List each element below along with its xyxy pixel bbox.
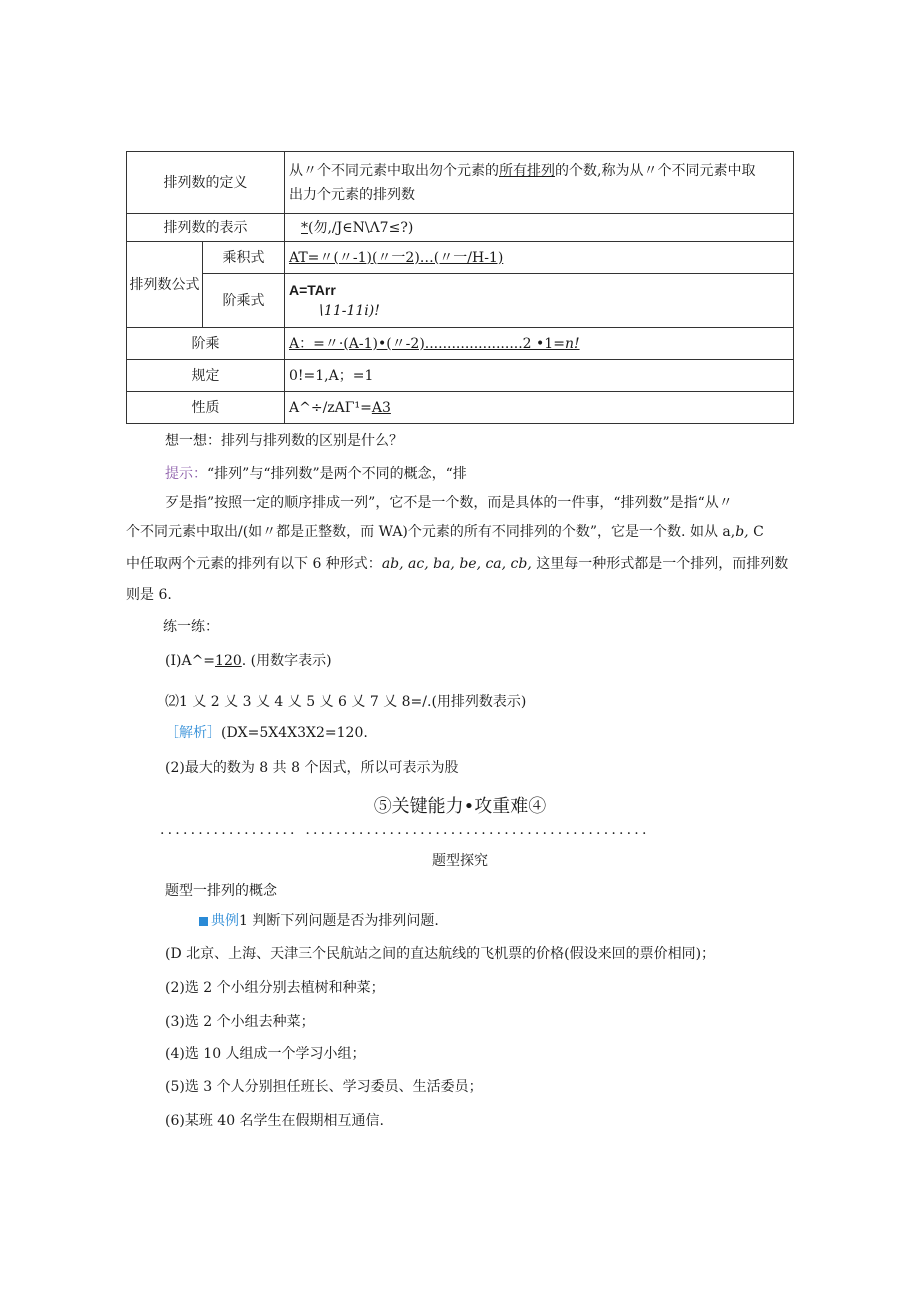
content-property: A^÷/zAΓ¹=A3 (285, 392, 794, 424)
list-item: (3)选 2 个小组去种菜； (165, 1014, 315, 1030)
content-definition: 从〃个不同元素中取出勿个元素的所有排列的个数,称为从〃个不同元素中取 出力个元素的排列数 (285, 152, 794, 214)
hint-line-2: 歹是指”按照一定的顺序排成一列”，它不是一个数，而是具体的一件事，“排列数”是指“从〃 (165, 495, 733, 511)
list-item: (4)选 10 人组成一个学习小组； (165, 1046, 366, 1062)
label-product: 乘积式 (203, 242, 285, 274)
practice-question-2: ⑵1 乂 2 乂 3 乂 4 乂 5 乂 6 乂 7 乂 8=/.(用排列数表示) (165, 694, 527, 710)
label-rule: 规定 (127, 360, 285, 392)
row-product-formula (127, 242, 794, 274)
answer-line-1: ［解析］(DX=5X4X3X2=120. (165, 725, 368, 741)
section-heading: ⑤关键能力•攻重难④ (373, 796, 547, 817)
hint-line: 提示：“排列”与“排列数”是两个不同的概念，“排 (165, 466, 467, 482)
content-notation: *(勿,/J∈N\Λ7≤?) (285, 214, 794, 242)
content-rule: 0!=1,A；=1 (285, 360, 794, 392)
label-formula-group: 排列数公式 (127, 242, 203, 328)
question-type-title: 题型一排列的概念 (165, 883, 277, 899)
hint-line-4: 中任取两个元素的排列有以下 6 种形式：ab, ac, ba, be, ca, cb, 这里每一种形式都是一个排列，而排列数 (126, 556, 789, 572)
label-definition: 排列数的定义 (127, 152, 285, 214)
content-factorial: A：=〃·(A-1)•(〃-2)......................2 •1=n! (285, 328, 794, 360)
hint-label: 提示： (165, 466, 207, 482)
answer-line-2: (2)最大的数为 8 共 8 个因式，所以可表示为股 (165, 760, 459, 776)
square-bullet-icon (199, 917, 208, 926)
list-item: (2)选 2 个小组分别去植树和种菜； (165, 980, 385, 996)
example-tag: 典例 (211, 913, 239, 929)
hint-line-3: 个不同元素中取出/(如〃都是正整数，而 WA)个元素的所有不同排列的个数”，它是一个数. 如从 a,b, C (126, 524, 764, 540)
analysis-tag: ［解析］ (165, 725, 221, 741)
label-factorial: 阶乘 (127, 328, 285, 360)
example-line: 典例1 判断下列问题是否为排列问题. (199, 910, 439, 930)
label-factorial-form: 阶乘式 (203, 274, 285, 328)
list-item: (D 北京、上海、天津三个民航站之间的直达航线的飞机票的价格(假设来回的票价相同)； (165, 946, 716, 962)
permutation-definition-table (126, 151, 794, 424)
content-factorial-form: A=TArr ∖11-11i)! (285, 274, 794, 328)
practice-question-1: (I)A^=120. (用数字表示) (165, 653, 332, 669)
hint-line-5: 则是 6. (126, 587, 172, 603)
row-definition (127, 152, 794, 214)
section-subheading: 题型探究 (432, 853, 488, 869)
label-property: 性质 (127, 392, 285, 424)
row-notation (127, 214, 794, 242)
practice-title: 练一练： (163, 619, 219, 635)
row-factorial-formula (127, 274, 794, 328)
dotted-divider: .................. ............................................. (160, 822, 650, 838)
label-notation: 排列数的表示 (127, 214, 285, 242)
list-item: (6)某班 40 名学生在假期相互通信. (165, 1113, 384, 1129)
row-rule (127, 360, 794, 392)
row-property (127, 392, 794, 424)
think-question: 想一想：排列与排列数的区别是什么？ (165, 433, 403, 449)
row-factorial (127, 328, 794, 360)
list-item: (5)选 3 个人分别担任班长、学习委员、生活委员； (165, 1079, 483, 1095)
content-product: AT=〃(〃-1)(〃一2)…(〃一/H-1) (285, 242, 794, 274)
